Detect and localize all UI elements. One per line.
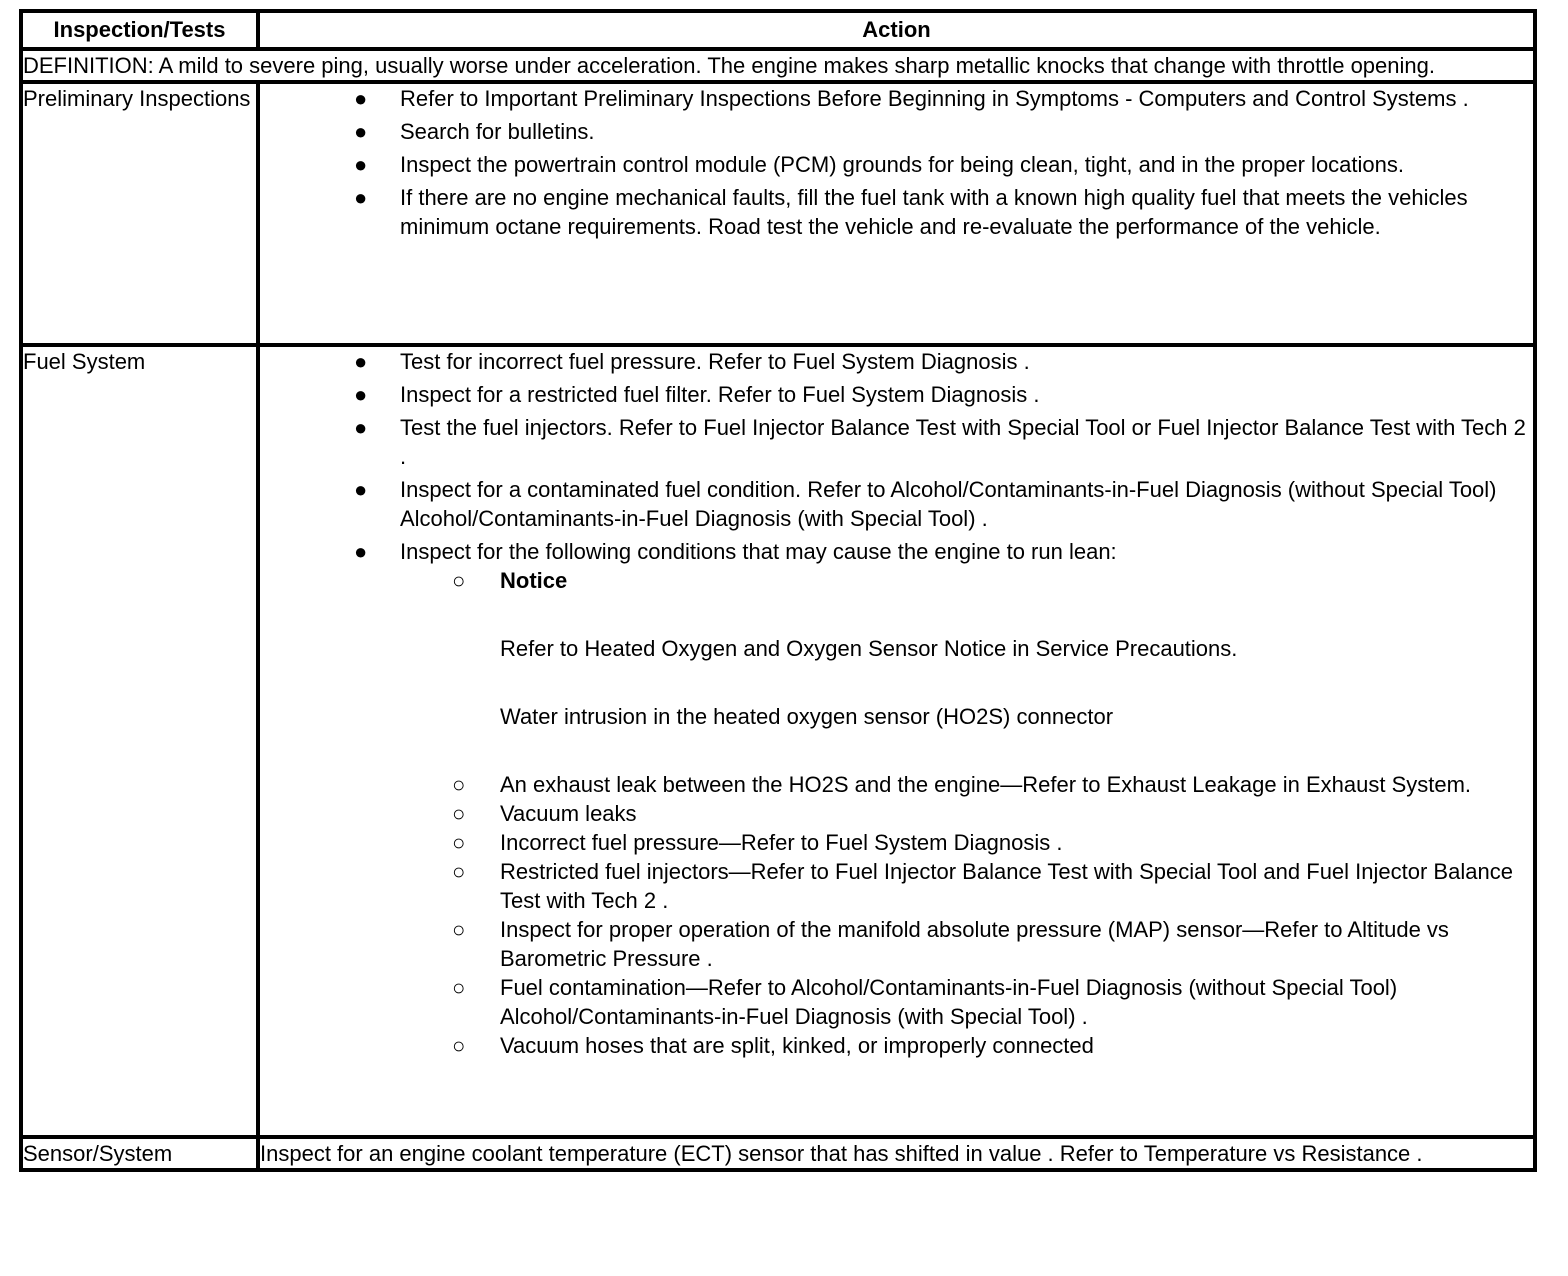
circle-bullet-icon: ○ <box>452 568 466 593</box>
fuel-system-actions <box>258 345 1535 1137</box>
sub-list-item: ○ Restricted fuel injectors—Refer to Fuel Injector Balance Test with Special Tool and Fuel Injector Balance Test with Tech 2 . <box>452 859 1513 913</box>
lean-conditions-list <box>400 566 1533 1060</box>
list-item: ● Test the fuel injectors. Refer to Fuel Injector Balance Test with Special Tool or Fuel Injector Balance Test with Tech 2 . <box>354 415 1526 469</box>
list-item: ● Search for bulletins. <box>354 119 595 144</box>
bullet-icon: ● <box>354 152 368 177</box>
sub-list-item <box>450 566 1533 731</box>
fuel-system-list <box>260 347 1533 1060</box>
preliminary-row <box>21 82 1535 345</box>
sensor-system-label: Sensor/System <box>21 1137 258 1170</box>
list-item: ● Inspect for the following conditions that may cause the engine to run lean: ○ Notice Refer to Heated Oxygen and Oxygen Sensor Notice in Service Precautions. Water intrusion in the heated oxygen sensor (HO2S) connector ○ An exhaust leak between the HO2S and the engine—Refer to Exhaust Leakage in Exhaust System. ○ Vacuum leaks ○ Incorrect fuel pressure—Refer to Fuel System Diagnosis . ○ Restricted fuel injectors—Refer to Fuel Injector Balance Test with Special Tool and Fuel Injector Balance Test with Tech 2 . ○ Inspect for proper operation of the manifold absolute pressure (MAP) sensor—Refer to Altitude vs Barometric Pressure . ○ Fuel contamination—Refer to Alcohol/Contaminants-in-Fuel Diagnosis (without Special Tool) Alcohol/Contaminants-in-Fuel Diagnosis (with Special Tool) . ○ Vacuum hoses that are split, kinked, or improperly connected <box>350 537 1533 1060</box>
sensor-system-action: Inspect for an engine coolant temperature (ECT) sensor that has shifted in value . Refer to Temperature vs Resistance . <box>258 1137 1535 1170</box>
notice-detail: Water intrusion in the heated oxygen sensor (HO2S) connector <box>500 704 1114 729</box>
sub-list-item: ○ Inspect for proper operation of the manifold absolute pressure (MAP) sensor—Refer to Altitude vs Barometric Pressure . <box>452 917 1449 971</box>
definition-row <box>21 49 1535 82</box>
sub-list-item: ○ Incorrect fuel pressure—Refer to Fuel System Diagnosis . <box>452 830 1063 855</box>
notice-text: Refer to Heated Oxygen and Oxygen Sensor Notice in Service Precautions. <box>500 636 1238 661</box>
header-row <box>21 11 1535 49</box>
fuel-system-label: Fuel System <box>21 345 258 1137</box>
bullet-icon: ● <box>354 119 368 144</box>
list-item: ● Refer to Important Preliminary Inspections Before Beginning in Symptoms - Computers and Control Systems . <box>354 86 1469 111</box>
bullet-icon: ● <box>354 539 368 564</box>
preliminary-actions <box>258 82 1535 345</box>
diagnostic-table <box>19 9 1537 1172</box>
bullet-icon: ● <box>354 477 368 502</box>
bullet-icon: ● <box>354 382 368 407</box>
list-item: ● Inspect for a restricted fuel filter. Refer to Fuel System Diagnosis . <box>354 382 1040 407</box>
sub-list-item: ○ Vacuum hoses that are split, kinked, or improperly connected <box>452 1033 1094 1058</box>
list-item: ● If there are no engine mechanical faults, fill the fuel tank with a known high quality fuel that meets the vehicles minimum octane requirements. Road test the vehicle and re-evaluate the performance of the vehicle. <box>354 185 1468 239</box>
circle-bullet-icon: ○ <box>452 859 466 884</box>
preliminary-list <box>260 84 1533 241</box>
list-item: ● Test for incorrect fuel pressure. Refer to Fuel System Diagnosis . <box>354 349 1030 374</box>
sub-list-item: ○ Fuel contamination—Refer to Alcohol/Contaminants-in-Fuel Diagnosis (without Special Tool) Alcohol/Contaminants-in-Fuel Diagnosis (with Special Tool) . <box>452 975 1398 1029</box>
preliminary-label: Preliminary Inspections <box>21 82 258 345</box>
bullet-icon: ● <box>354 349 368 374</box>
definition-text: DEFINITION: A mild to severe ping, usually worse under acceleration. The engine makes sharp metallic knocks that change with throttle opening. <box>21 49 1535 82</box>
circle-bullet-icon: ○ <box>452 975 466 1000</box>
circle-bullet-icon: ○ <box>452 917 466 942</box>
sensor-system-row <box>21 1137 1535 1170</box>
sub-list-item: ○ Vacuum leaks <box>452 801 637 826</box>
circle-bullet-icon: ○ <box>452 801 466 826</box>
circle-bullet-icon: ○ <box>452 830 466 855</box>
list-item: ● Inspect for a contaminated fuel condition. Refer to Alcohol/Contaminants-in-Fuel Diagnosis (without Special Tool) Alcohol/Contaminants-in-Fuel Diagnosis (with Special Tool) . <box>354 477 1497 531</box>
sub-list-item: ○ An exhaust leak between the HO2S and the engine—Refer to Exhaust Leakage in Exhaust System. <box>452 772 1472 797</box>
fuel-system-row <box>21 345 1535 1137</box>
header-action: Action <box>258 11 1535 49</box>
list-item: ● Inspect the powertrain control module (PCM) grounds for being clean, tight, and in the proper locations. <box>354 152 1404 177</box>
circle-bullet-icon: ○ <box>452 772 466 797</box>
header-inspection-tests: Inspection/Tests <box>21 11 258 49</box>
circle-bullet-icon: ○ <box>452 1033 466 1058</box>
bullet-icon: ● <box>354 185 368 210</box>
notice-title: Notice <box>500 568 568 593</box>
bullet-icon: ● <box>354 415 368 440</box>
bullet-icon: ● <box>354 86 368 111</box>
